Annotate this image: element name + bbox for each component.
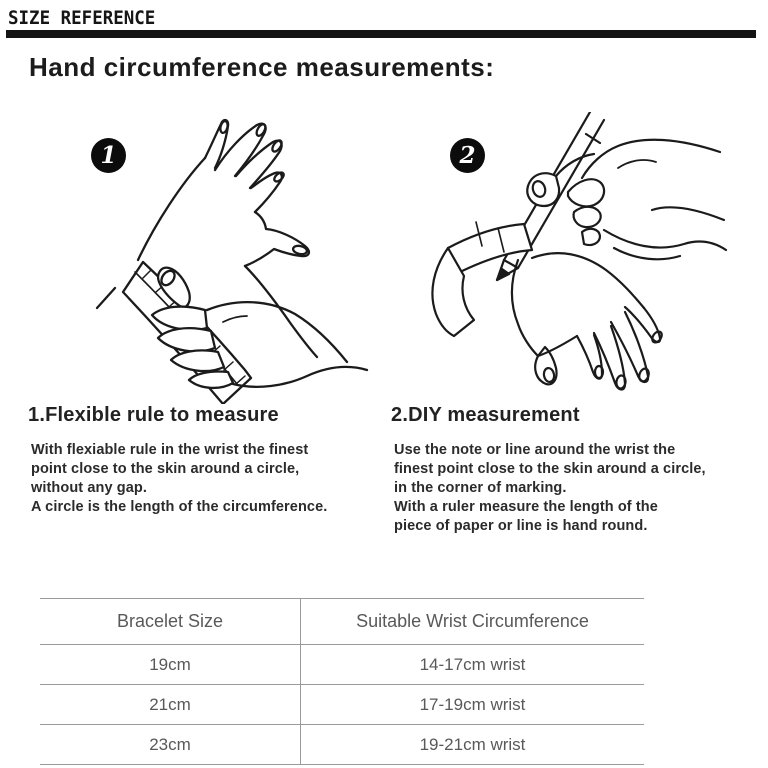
method-2-number: 2 [459, 142, 476, 169]
text-line: piece of paper or line is hand round. [394, 518, 648, 534]
text-line: in the corner of marking. [394, 480, 567, 496]
bracelet-size-cell: 23cm [40, 725, 301, 765]
wrist-circumference-cell: 17-19cm wrist [301, 685, 645, 725]
size-table-header-bracelet-size: Bracelet Size [40, 599, 301, 645]
size-table-header-wrist-circumference: Suitable Wrist Circumference [301, 599, 645, 645]
bracelet-size-cell: 21cm [40, 685, 301, 725]
table-row [40, 685, 644, 725]
text-line: finest point close to the skin around a circle, [394, 461, 706, 477]
method-2-description [394, 441, 706, 536]
size-table-header-row [40, 599, 644, 645]
method-1-title: 1.Flexible rule to measure [28, 404, 279, 426]
diy-pen-marking-illustration [418, 112, 738, 404]
flexible-ruler-illustration [55, 112, 385, 404]
text-line: point close to the skin around a circle, [31, 461, 300, 477]
text-line: With flexiable rule in the wrist the finest [31, 442, 309, 458]
method-2-title: 2.DIY measurement [391, 404, 580, 426]
size-table [40, 598, 644, 765]
banner-title: SIZE REFERENCE [8, 7, 156, 29]
text-line: With a ruler measure the length of the [394, 499, 658, 515]
method-1-number: 1 [100, 142, 117, 169]
table-row [40, 725, 644, 765]
wrist-circumference-cell: 19-21cm wrist [301, 725, 645, 765]
text-line: Use the note or line around the wrist the [394, 442, 676, 458]
bracelet-size-cell: 19cm [40, 645, 301, 685]
wrist-circumference-cell: 14-17cm wrist [301, 645, 645, 685]
table-row [40, 645, 644, 685]
text-line: A circle is the length of the circumference. [31, 499, 328, 515]
page-title: Hand circumference measurements: [29, 52, 495, 82]
text-line: without any gap. [31, 480, 147, 496]
banner-underline-bar [6, 30, 756, 38]
method-1-description [31, 441, 327, 517]
